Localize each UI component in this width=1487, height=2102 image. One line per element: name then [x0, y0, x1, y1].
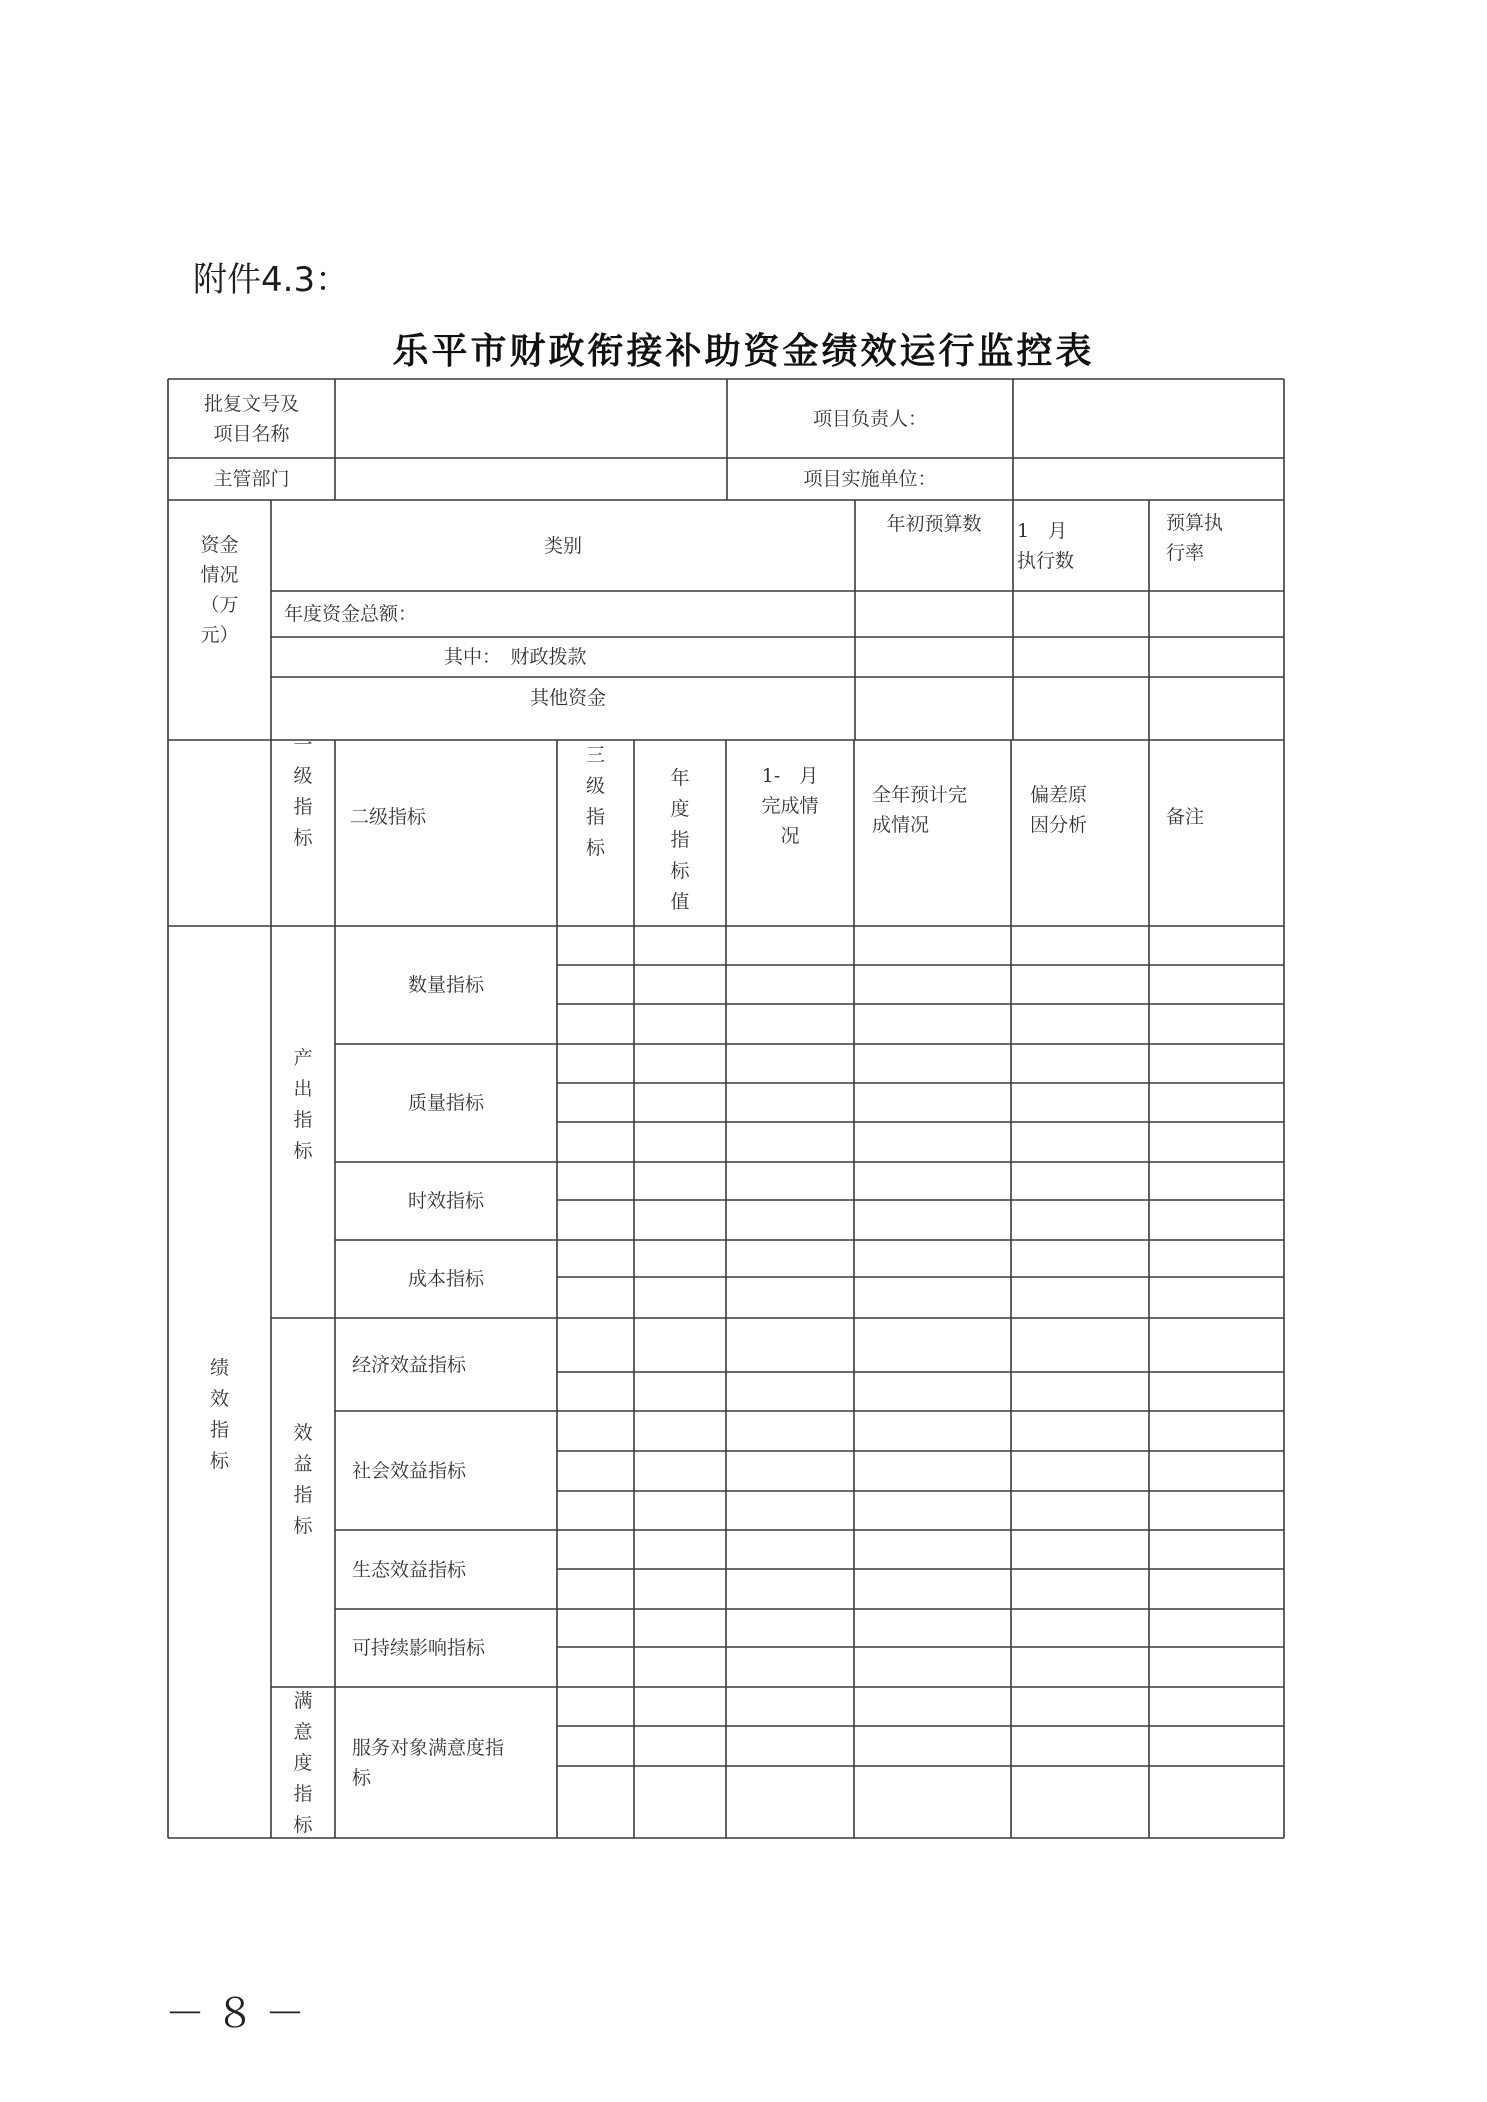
dept-field[interactable] — [337, 460, 725, 498]
page-number: －８－ — [165, 1991, 315, 2037]
forecast-header: 全年预计完 成情况 — [872, 784, 968, 836]
quantity-indicator: 数量指标 — [407, 974, 484, 996]
dept-label: 主管部门 — [213, 468, 290, 490]
row-total-label: 年度资金总额： — [284, 603, 418, 625]
benefit-indicator-label: 效 益 指 标 — [293, 1422, 313, 1537]
row-fiscal-label: 其中： 财政拨款 — [444, 646, 587, 668]
ecological-indicator: 生态效益指标 — [352, 1558, 467, 1581]
social-indicator: 社会效益指标 — [352, 1459, 467, 1482]
remarks-header: 备注 — [1166, 806, 1205, 828]
level1-header: 一 级 指 标 — [293, 734, 313, 849]
row-other-label: 其他资金 — [530, 687, 607, 709]
col-rate-header: 预算执 行率 — [1166, 512, 1224, 564]
annual-value-header: 年 度 指 标 值 — [670, 766, 690, 913]
col-exec-header: 1 月 执行数 — [1017, 520, 1075, 572]
quality-indicator: 质量指标 — [407, 1092, 484, 1114]
project-lead-label: 项目负责人： — [812, 408, 927, 430]
service-satisfaction-indicator: 服务对象满意度指 标 — [352, 1736, 505, 1789]
level3-header: 三 级 指 标 — [585, 744, 605, 859]
category-header: 类别 — [543, 534, 582, 557]
satisfaction-indicator-label: 满 意 度 指 标 — [293, 1689, 313, 1836]
performance-section-label: 绩 效 指 标 — [209, 1357, 229, 1472]
form-title: 乐平市财政衔接补助资金绩效运行监控表 — [392, 331, 1095, 372]
sustainable-indicator: 可持续影响指标 — [352, 1637, 486, 1659]
approval-label: 批复文号及 项目名称 — [203, 393, 299, 445]
impl-unit-field[interactable] — [1015, 460, 1282, 498]
approval-value-field[interactable] — [337, 382, 725, 456]
project-lead-field[interactable] — [1015, 382, 1282, 456]
level2-header: 二级指标 — [350, 806, 427, 828]
col-budget-header: 年初预算数 — [886, 513, 982, 535]
economic-indicator: 经济效益指标 — [352, 1353, 467, 1376]
attachment-label: 附件4.3： — [193, 260, 350, 300]
funds-section-label: 资金 情况 （万 元） — [200, 534, 239, 646]
timeliness-indicator: 时效指标 — [407, 1190, 484, 1212]
cost-indicator: 成本指标 — [407, 1268, 484, 1290]
output-indicator-label: 产 出 指 标 — [293, 1047, 313, 1162]
month-progress-header: 1- 月 完成情 况 — [761, 765, 819, 847]
deviation-header: 偏差原 因分析 — [1030, 784, 1088, 836]
impl-unit-label: 项目实施单位： — [803, 468, 937, 490]
